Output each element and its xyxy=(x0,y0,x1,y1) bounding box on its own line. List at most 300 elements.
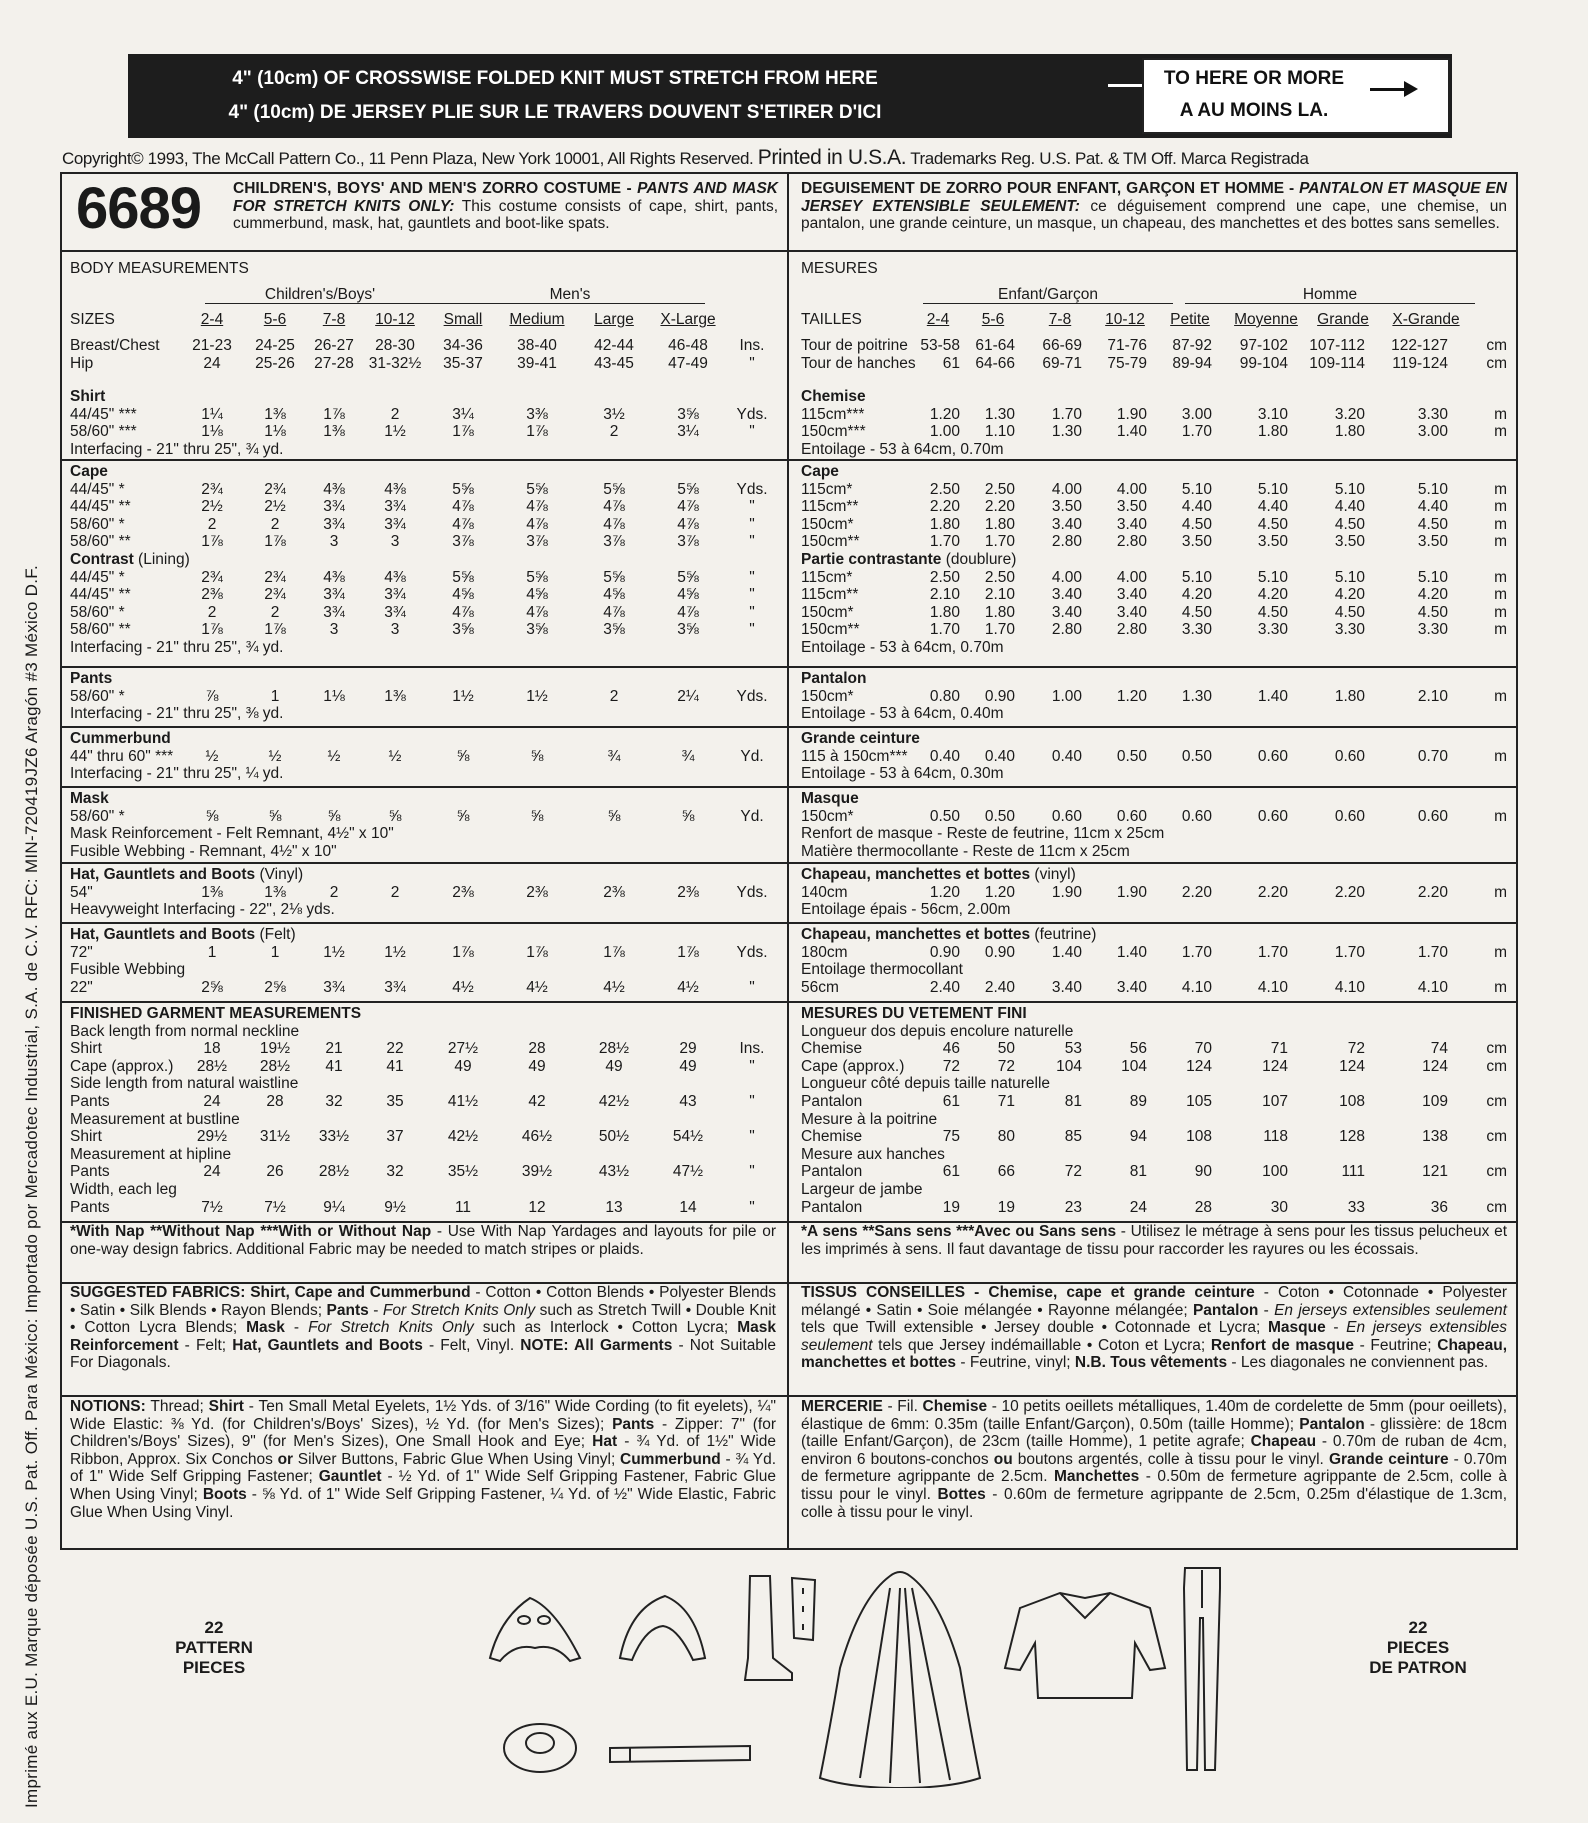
finished-value: 61 xyxy=(942,1093,960,1110)
yardage-value: 1.70 xyxy=(929,533,960,551)
finished-label: Shirt xyxy=(70,1128,102,1146)
yardage-value: 4.40 xyxy=(1181,498,1212,516)
yardage-value: 2.10 xyxy=(929,586,960,604)
yardage-value: 2.50 xyxy=(929,568,960,586)
yardage-value: ¾ xyxy=(607,747,621,765)
stretch-gauge-line-en: 4" (10cm) OF CROSSWISE FOLDED KNIT MUST STRETCH FROM HERE xyxy=(232,68,878,89)
section-note: Heavyweight Interfacing - 22", 2⅛ yds. xyxy=(70,901,335,919)
measurement-value: 46-48 xyxy=(668,337,708,354)
measurement-value: 31-32½ xyxy=(368,354,422,372)
finished-value: 46 xyxy=(942,1040,960,1058)
shirt-illustration xyxy=(1005,1593,1165,1698)
garment-illustrations xyxy=(420,1548,1280,1788)
measurement-value: 24-25 xyxy=(255,337,295,354)
yardage-value: 4⅜ xyxy=(323,568,345,586)
finished-value: 109 xyxy=(1422,1093,1448,1110)
yardage-value: 3⅜ xyxy=(526,405,548,423)
finished-subheading: Mesure à la poitrine xyxy=(801,1110,938,1128)
yardage-value: 4.00 xyxy=(1116,480,1147,498)
yardage-value: 2.20 xyxy=(984,498,1015,516)
yardage-value: 2¾ xyxy=(264,568,286,586)
column-divider xyxy=(787,172,789,1548)
unit-label: m xyxy=(1494,423,1507,441)
yardage-value: 3¾ xyxy=(323,978,345,996)
yardage-value: 4.20 xyxy=(1181,586,1212,604)
yardage-value: 1.70 xyxy=(1334,943,1365,961)
finished-value: 50 xyxy=(997,1040,1015,1058)
finished-subheading: Measurement at bustline xyxy=(70,1110,240,1128)
yardage-value: 1.70 xyxy=(929,621,960,639)
yardage-value: 4.00 xyxy=(1051,568,1082,586)
yardage-value: 2½ xyxy=(201,498,223,516)
measurement-value: 27-28 xyxy=(314,354,354,372)
measurement-value: 25-26 xyxy=(255,354,295,372)
finished-value: 47½ xyxy=(672,1163,704,1181)
yardage-value: 2¼ xyxy=(677,687,699,705)
finished-value: 26 xyxy=(266,1163,284,1181)
unit-label: Yd. xyxy=(740,747,764,765)
section-title: Mask xyxy=(70,790,109,807)
finished-value: 46½ xyxy=(521,1128,553,1146)
yardage-value: 2.40 xyxy=(984,978,1015,996)
finished-measurements-heading: MESURES DU VETEMENT FINI xyxy=(801,1005,1027,1022)
finished-value: 7½ xyxy=(264,1198,286,1216)
size-heading: 2-4 xyxy=(926,311,950,328)
unit-label: Yds. xyxy=(736,687,768,705)
yardage-value: ⅝ xyxy=(268,807,282,825)
section-divider xyxy=(789,459,1516,461)
section-title: Masque xyxy=(801,790,859,807)
yardage-value: 3⅞ xyxy=(603,533,625,551)
unit-label: m xyxy=(1494,480,1507,498)
yardage-label: 58/60" * xyxy=(70,687,125,705)
yardage-value: 1 xyxy=(207,943,217,961)
body-measurements-heading: MESURES xyxy=(801,260,878,277)
finished-value: 71 xyxy=(997,1093,1015,1110)
finished-value: 94 xyxy=(1129,1128,1147,1146)
pants-illustration xyxy=(1184,1568,1220,1770)
yardage-value: 5⅝ xyxy=(603,568,625,586)
yardage-value: 3⅝ xyxy=(452,621,474,639)
finished-value: 72 xyxy=(1064,1163,1082,1181)
size-heading: Moyenne xyxy=(1234,311,1298,328)
yardage-value: 0.90 xyxy=(984,943,1015,961)
title-fr: DEGUISEMENT DE ZORRO POUR ENFANT, GARÇON ET HOMME - PANTALON ET MASQUE EN JERSEY EXTENSIBLE SEULEMENT: ce déguisement comprend une cape, une chemise, un pantalon, une grande ceinture, un masque, un chapeau, des manchettes et des bottes sans semelles. xyxy=(801,180,1508,232)
printed-in: Printed in U.S.A. xyxy=(757,146,907,169)
yardage-value: 1.30 xyxy=(984,405,1015,423)
yardage-value: 1.30 xyxy=(1051,423,1082,441)
section-divider xyxy=(789,1001,1516,1003)
section-divider xyxy=(60,862,788,864)
yardage-value: 2 xyxy=(609,423,619,441)
measurement-value: 64-66 xyxy=(975,354,1015,372)
yardage-value: ½ xyxy=(205,747,219,765)
finished-value: 19 xyxy=(942,1198,960,1216)
section-divider xyxy=(60,666,788,668)
finished-subheading: Measurement at hipline xyxy=(70,1145,232,1163)
measurement-value: 71-76 xyxy=(1107,337,1147,354)
yardage-value: 5⅝ xyxy=(452,568,474,586)
measurement-value: 119-124 xyxy=(1392,354,1448,372)
unit-label: cm xyxy=(1486,337,1507,354)
yardage-value: 2.20 xyxy=(929,498,960,516)
yardage-value: 2 xyxy=(329,883,339,901)
yardage-label: 44/45" *** xyxy=(70,405,137,423)
yardage-value: 2⅜ xyxy=(201,586,223,604)
finished-value: 104 xyxy=(1056,1057,1082,1075)
yardage-value: 3.30 xyxy=(1334,621,1365,639)
finished-value: 43 xyxy=(679,1093,697,1110)
yardage-value: 2 xyxy=(390,405,400,423)
measurement-value: 39-41 xyxy=(517,354,557,372)
notions-en: NOTIONS: Thread; Shirt - Ten Small Metal Eyelets, 1½ Yds. of 3/16" Wide Cording (to fit eyelets), ¼" Wide Elastic: ⅜ Yd. (for Children's/Boys' Sizes), ½ Yd. (for Men's Sizes); Pants - Zipper: 7" (for Children's/Boys' Sizes), 9" (for Men's Sizes), One Small Hook and Eye; Hat - ¾ Yd. of 1½" Wide Ribbon, Approx. Six Conchos or Silver Buttons, Fabric Glue When Using Vinyl; Cummerbund - ¾ Yd. of 1" Wide Self Gripping Fastener; Gauntlet - ½ Yd. of 1" Wide Self Gripping Fastener, Fabric Glue When Using Vinyl; Boots - ⅝ Yd. of 1" Wide Self Gripping Fastener, ¼ Yd. of ½" Wide Elastic, Fabric Glue When Using Vinyl. xyxy=(70,1398,776,1521)
section-note: Entoilage - 53 à 64cm, 0.70m xyxy=(801,639,1004,656)
yardage-value: 3¾ xyxy=(384,498,406,516)
measurement-label: Tour de hanches xyxy=(801,354,916,372)
yardage-value: 4½ xyxy=(526,978,548,996)
finished-value: 30 xyxy=(1270,1198,1288,1216)
size-heading: 7-8 xyxy=(1048,311,1072,328)
finished-value: 42½ xyxy=(447,1128,479,1146)
yardage-value: 3.40 xyxy=(1116,586,1147,604)
yardage-value: 4.50 xyxy=(1417,603,1448,621)
finished-value: 138 xyxy=(1422,1128,1448,1146)
yardage-label: 115cm* xyxy=(801,568,853,586)
yardage-value: 3.00 xyxy=(1181,405,1212,423)
finished-value: 21 xyxy=(325,1040,343,1058)
cummerbund-illustration xyxy=(610,1746,750,1762)
yardage-value: 1.90 xyxy=(1051,883,1082,901)
size-heading: Small xyxy=(443,311,483,328)
section-note: Interfacing - 21" thru 25", ¾ yd. xyxy=(70,440,284,458)
section-title: Chemise xyxy=(801,388,866,405)
finished-subheading: Width, each leg xyxy=(70,1181,177,1198)
pattern-pieces-count-en: 22 PATTERN PIECES xyxy=(175,1618,253,1677)
yardage-value: 5.10 xyxy=(1257,480,1288,498)
yardage-value: 1½ xyxy=(384,423,406,441)
finished-value: 128 xyxy=(1339,1128,1365,1146)
yardage-value: 4.40 xyxy=(1417,498,1448,516)
section-note: Fusible Webbing - Remnant, 4½" x 10" xyxy=(70,842,337,860)
finished-subheading: Longueur dos depuis encolure naturelle xyxy=(801,1022,1074,1040)
unit-label: m xyxy=(1494,568,1507,586)
yardage-label: 115cm** xyxy=(801,586,859,604)
yardage-value: 0.60 xyxy=(1116,807,1147,825)
finished-value: 41 xyxy=(386,1057,404,1075)
unit-label: " xyxy=(749,1057,755,1075)
section-divider xyxy=(789,922,1516,924)
yardage-value: 1.70 xyxy=(1181,423,1212,441)
unit-label: Ins. xyxy=(739,1040,765,1058)
stretch-gauge-target-box xyxy=(1142,58,1450,134)
yardage-value: 3.40 xyxy=(1116,978,1147,996)
yardage-value: 3.40 xyxy=(1116,603,1147,621)
finished-value: 24 xyxy=(203,1093,221,1110)
yardage-value: 2 xyxy=(390,883,400,901)
finished-value: 31½ xyxy=(259,1128,291,1146)
yardage-value: 4.20 xyxy=(1417,586,1448,604)
yardage-value: 4.20 xyxy=(1334,586,1365,604)
yardage-value: 5.10 xyxy=(1257,568,1288,586)
stretch-gauge-line-fr: 4" (10cm) DE JERSEY PLIE SUR LE TRAVERS DOUVENT S'ETIRER D'ICI xyxy=(228,102,882,123)
gauntlet-illustration xyxy=(792,1578,815,1640)
yardage-value: 2.50 xyxy=(929,480,960,498)
size-heading: Large xyxy=(594,311,634,328)
yardage-value: ⅝ xyxy=(530,747,544,765)
yardage-value: 2⅜ xyxy=(452,883,474,901)
yardage-value: 1⅞ xyxy=(264,533,286,551)
section-divider xyxy=(60,922,788,924)
section-divider xyxy=(60,1395,788,1397)
finished-value: 28½ xyxy=(196,1057,228,1075)
finished-value: 28½ xyxy=(259,1057,291,1075)
measurement-value: 87-92 xyxy=(1172,337,1212,354)
yardage-value: 2.20 xyxy=(1334,883,1365,901)
yardage-value: 3¾ xyxy=(384,515,406,533)
unit-label: " xyxy=(749,1128,755,1146)
yardage-value: 2.80 xyxy=(1051,621,1082,639)
finished-value: 41 xyxy=(325,1057,343,1075)
section-note: Entoilage - 53 à 64cm, 0.70m xyxy=(801,440,1004,458)
yardage-label: 58/60" ** xyxy=(70,621,131,639)
yardage-value: 3.40 xyxy=(1051,603,1082,621)
yardage-value: 3.50 xyxy=(1051,498,1082,516)
unit-label: m xyxy=(1494,603,1507,621)
yardage-value: 4⅞ xyxy=(526,498,548,516)
measurement-value: 34-36 xyxy=(443,337,483,354)
yardage-value: ½ xyxy=(388,747,402,765)
yardage-value: ⅝ xyxy=(205,807,219,825)
yardage-value: 4½ xyxy=(452,978,474,996)
yardage-value: 4⅝ xyxy=(452,586,474,604)
unit-label: " xyxy=(749,533,755,551)
yardage-value: 3 xyxy=(390,533,400,551)
section-title: Cape xyxy=(801,463,839,480)
section-note: Interfacing - 21" thru 25", ¾ yd. xyxy=(70,639,284,656)
finished-value: 29 xyxy=(679,1040,697,1058)
copyright-line xyxy=(62,146,1309,170)
yardage-value: 4½ xyxy=(603,978,625,996)
unit-label: cm xyxy=(1486,1198,1507,1216)
yardage-value: 4⅞ xyxy=(603,603,625,621)
finished-value: 49 xyxy=(454,1057,472,1075)
size-group-children: Enfant/Garçon xyxy=(923,286,1173,304)
section-title: Chapeau, manchettes et bottes (vinyl) xyxy=(801,866,1076,883)
section-note: Fusible Webbing xyxy=(70,961,186,979)
yardage-value: 4⅞ xyxy=(452,603,474,621)
yardage-value: 1.00 xyxy=(929,423,960,441)
yardage-value: 5.10 xyxy=(1417,568,1448,586)
yardage-label: 150cm* xyxy=(801,687,854,705)
yardage-value: 1 xyxy=(270,687,280,705)
yardage-value: 5⅝ xyxy=(526,568,548,586)
measurement-value: 89-94 xyxy=(1172,354,1212,372)
yardage-value: 4.00 xyxy=(1116,568,1147,586)
yardage-value: 0.60 xyxy=(1334,747,1365,765)
yardage-value: 2¾ xyxy=(201,568,223,586)
section-title: Hat, Gauntlets and Boots (Felt) xyxy=(70,926,296,943)
finished-value: 124 xyxy=(1422,1057,1448,1075)
finished-value: 11 xyxy=(454,1198,472,1216)
finished-value: 49 xyxy=(605,1057,623,1075)
finished-value: 71 xyxy=(1270,1040,1288,1058)
unit-label: m xyxy=(1494,687,1507,705)
copyright-text: Copyright© 1993, The McCall Pattern Co., 11 Penn Plaza, New York 10001, All Rights Reserved. xyxy=(62,149,754,168)
finished-value: 100 xyxy=(1262,1163,1288,1181)
yardage-value: 2⅝ xyxy=(201,978,223,996)
finished-value: 23 xyxy=(1064,1198,1082,1216)
finished-value: 72 xyxy=(997,1057,1015,1075)
section-divider xyxy=(789,250,1516,252)
yardage-value: 1.70 xyxy=(984,533,1015,551)
suggested-fabrics-en: SUGGESTED FABRICS: Shirt, Cape and Cummerbund - Cotton • Cotton Blends • Polyester Blends • Satin • Silk Blends • Rayon Blends; Pants - For Stretch Knits Only such as Stretch Twill • Double Knit • Cotton Lycra Blends; Mask - For Stretch Knits Only such as Interlock • Cotton Lycra; Mask Reinforcement - Felt; Hat, Gauntlets and Boots - Felt, Vinyl. NOTE: All Garments - Not Suitable For Diagonals. xyxy=(70,1284,777,1372)
section-note: Matière thermocollante - Reste de 11cm x 25cm xyxy=(801,842,1130,860)
section-title: Grande ceinture xyxy=(801,730,920,747)
finished-subheading: Longueur côté depuis taille naturelle xyxy=(801,1075,1051,1093)
finished-value: 24 xyxy=(1129,1198,1147,1216)
yardage-value: ⅝ xyxy=(681,807,695,825)
finished-value: 27½ xyxy=(447,1040,479,1058)
section-title: Shirt xyxy=(70,388,106,405)
pattern-pieces-count-fr: 22 PIECES DE PATRON xyxy=(1369,1618,1467,1677)
finished-value: 121 xyxy=(1422,1163,1448,1181)
yardage-value: 2⅜ xyxy=(526,883,548,901)
yardage-value: 5⅝ xyxy=(526,480,548,498)
yardage-value: 1⅞ xyxy=(677,943,699,961)
yardage-label: 150cm** xyxy=(801,621,860,639)
finished-value: 50½ xyxy=(598,1128,630,1146)
finished-value: 118 xyxy=(1263,1128,1288,1146)
yardage-value: 2.80 xyxy=(1051,533,1082,551)
yardage-value: 1.80 xyxy=(1257,423,1288,441)
section-divider xyxy=(60,726,788,728)
yardage-value: 4⅝ xyxy=(603,586,625,604)
yardage-label: 56cm xyxy=(801,978,839,996)
yardage-value: 3⅞ xyxy=(677,533,699,551)
yardage-value: 1.20 xyxy=(984,883,1015,901)
size-heading: 10-12 xyxy=(375,311,415,328)
section-title: Pantalon xyxy=(801,670,867,687)
section-title: Hat, Gauntlets and Boots (Vinyl) xyxy=(70,866,304,883)
section-note: Interfacing - 21" thru 25", ⅜ yd. xyxy=(70,705,284,723)
yardage-value: 4⅝ xyxy=(677,586,699,604)
size-heading: 10-12 xyxy=(1105,311,1145,328)
yardage-label: 150cm* xyxy=(801,807,854,825)
finished-value: 28 xyxy=(1194,1198,1212,1216)
section-divider xyxy=(789,1395,1516,1397)
measurement-label: Hip xyxy=(70,354,94,372)
finished-value: 7½ xyxy=(201,1198,223,1216)
yardage-value: 0.60 xyxy=(1257,747,1288,765)
yardage-value: 4⅞ xyxy=(452,498,474,516)
yardage-value: 1¼ xyxy=(201,405,223,423)
measurement-value: 24 xyxy=(203,354,221,372)
yardage-label: 150cm* xyxy=(801,515,854,533)
yardage-value: 0.40 xyxy=(929,747,960,765)
section-note: Entoilage - 53 à 64cm, 0.40m xyxy=(801,705,1004,723)
yardage-value: 3¾ xyxy=(384,586,406,604)
yardage-value: 4.20 xyxy=(1257,586,1288,604)
finished-value: 75 xyxy=(942,1128,960,1146)
unit-label: m xyxy=(1494,515,1507,533)
yardage-value: 2 xyxy=(270,515,280,533)
finished-value: 89 xyxy=(1129,1093,1147,1110)
yardage-value: 1⅞ xyxy=(526,423,548,441)
yardage-value: 2⅜ xyxy=(677,883,699,901)
finished-subheading: Largeur de jambe xyxy=(801,1181,923,1198)
finished-value: 85 xyxy=(1064,1128,1082,1146)
yardage-value: 1.70 xyxy=(1257,943,1288,961)
finished-value: 81 xyxy=(1064,1093,1082,1110)
yardage-value: 1.10 xyxy=(984,423,1015,441)
yardage-value: 0.50 xyxy=(1181,747,1212,765)
yardage-value: 3¼ xyxy=(452,405,474,423)
yardage-label: 58/60" ** xyxy=(70,533,131,551)
yardage-value: 2.80 xyxy=(1116,533,1147,551)
yardage-value: 3⅝ xyxy=(677,621,699,639)
finished-value: 9½ xyxy=(384,1198,406,1216)
yardage-value: 1⅞ xyxy=(452,423,474,441)
finished-value: 19 xyxy=(997,1198,1015,1216)
yardage-value: 0.40 xyxy=(984,747,1015,765)
yardage-value: 0.50 xyxy=(929,807,960,825)
boot-illustration xyxy=(745,1576,792,1680)
yardage-value: 4⅞ xyxy=(677,515,699,533)
yardage-value: 3.30 xyxy=(1257,621,1288,639)
finished-value: 124 xyxy=(1186,1057,1212,1075)
yardage-value: 4.40 xyxy=(1334,498,1365,516)
yardage-value: 2.50 xyxy=(984,480,1015,498)
yardage-value: 1⅜ xyxy=(264,405,286,423)
yardage-value: 4½ xyxy=(677,978,699,996)
yardage-label: 58/60" * xyxy=(70,807,125,825)
measurement-value: 122-127 xyxy=(1391,337,1448,354)
size-heading: 7-8 xyxy=(322,311,346,328)
yardage-value: 2 xyxy=(609,687,619,705)
stretch-gauge-banner xyxy=(128,54,1452,138)
finished-label: Pantalon xyxy=(801,1163,863,1181)
yardage-value: 3.50 xyxy=(1181,533,1212,551)
yardage-value: 0.40 xyxy=(1051,747,1082,765)
yardage-value: ⅝ xyxy=(388,807,402,825)
yardage-value: 4⅞ xyxy=(677,603,699,621)
yardage-label: 44/45" ** xyxy=(70,586,131,604)
yardage-value: 2.10 xyxy=(1417,687,1448,705)
yardage-value: 3⅝ xyxy=(526,621,548,639)
unit-label: Yds. xyxy=(736,480,768,498)
section-note: Entoilage thermocollant xyxy=(801,961,963,979)
finished-value: 80 xyxy=(997,1128,1015,1146)
unit-label: Yds. xyxy=(736,943,768,961)
yardage-value: 1½ xyxy=(526,687,548,705)
yardage-value: 3 xyxy=(329,621,339,639)
size-heading: X-Grande xyxy=(1392,311,1460,328)
finished-label: Chemise xyxy=(801,1040,863,1058)
finished-value: 70 xyxy=(1194,1040,1212,1058)
yardage-value: 4.50 xyxy=(1257,515,1288,533)
size-group-men: Homme xyxy=(1185,286,1475,304)
side-vertical-imprint: Imprimé aux E.U. Marque déposée U.S. Pat. Off. Para México: Importado por Mercadotec Industrial, S.A. de C.V. RFC: MIN-720419JZ6 Aragón #3 México D.F. xyxy=(22,564,41,1808)
yardage-label: 22" xyxy=(70,978,93,996)
finished-value: 33½ xyxy=(318,1128,350,1146)
yardage-value: 4.50 xyxy=(1257,603,1288,621)
finished-value: 19½ xyxy=(259,1040,291,1058)
size-heading: 5-6 xyxy=(263,311,287,328)
yardage-value: 2⅝ xyxy=(264,978,286,996)
unit-label: Yds. xyxy=(736,405,768,423)
finished-value: 22 xyxy=(386,1040,404,1058)
section-title: Pants xyxy=(70,670,113,687)
